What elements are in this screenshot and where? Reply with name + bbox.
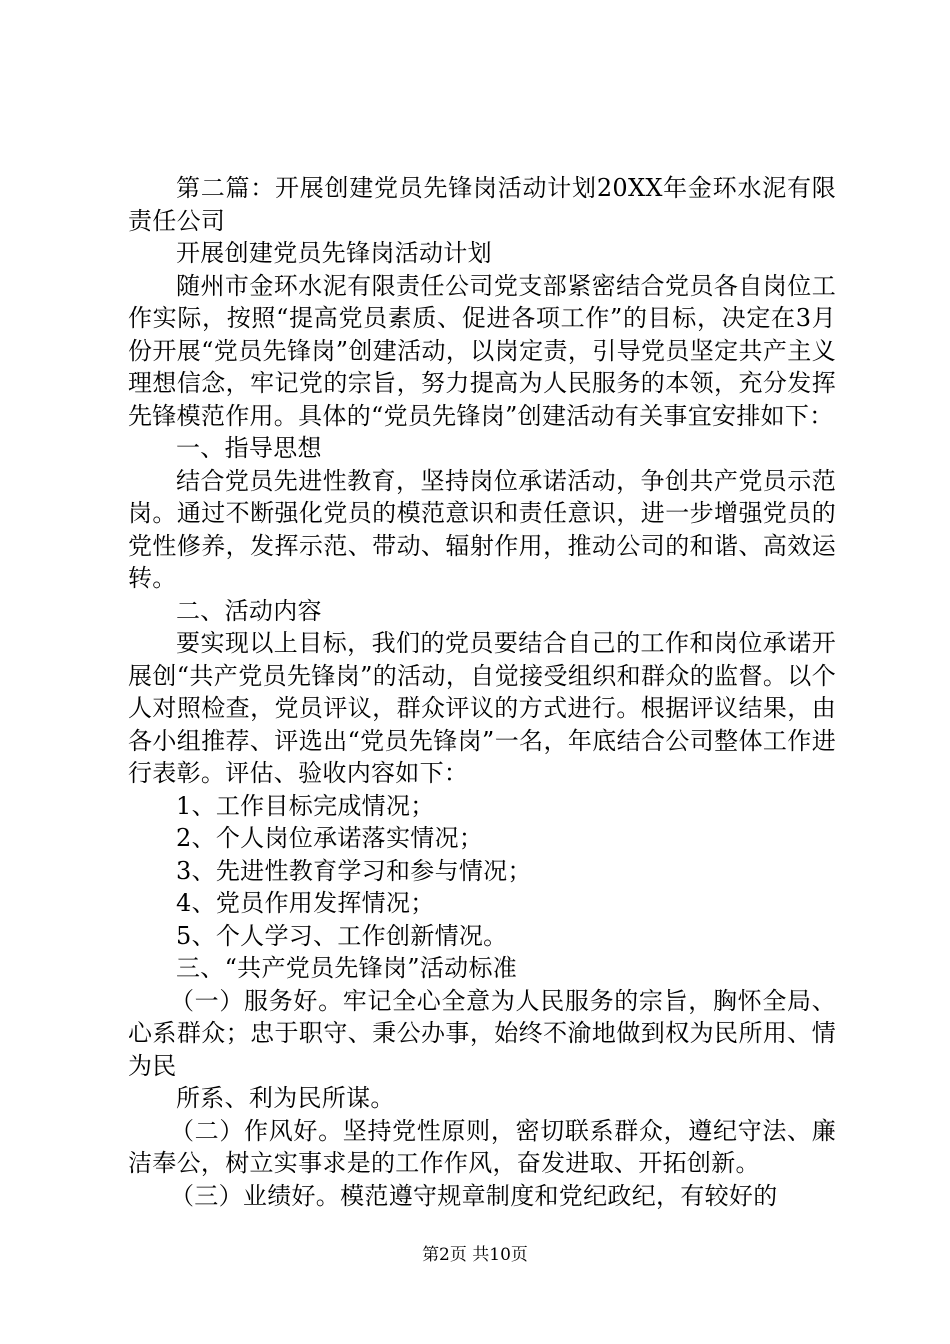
section-title: 第二篇：开展创建党员先锋岗活动计划20XX年金环水泥有限责任公司 — [128, 174, 836, 235]
list-item: 4、党员作用发挥情况； — [176, 889, 435, 917]
page-footer: 第2页 共10页 — [422, 1245, 528, 1265]
list-item: 1、工作目标完成情况； — [176, 791, 435, 820]
intro-paragraph: 随州市金环水泥有限责任公司党支部紧密结合党员各自岗位工作实际，按照“提高党员素质、促进各项工作”的目标，决定在3月份开展“党员先锋岗”创建活动，以岗定责，引导党员坚定共产主义理想信念，牢记党的宗旨，努力提高为人民服务的本领，充分发挥先锋模范作用。具体的“党员先锋岗”创建活动有关事宜安排如下： — [128, 271, 836, 430]
standard-service-continued: 所系、利为民所谋。 — [176, 1084, 395, 1112]
list-item: 5、个人学习、工作创新情况。 — [176, 921, 508, 950]
heading-activity-standard: 三、“共产党员先锋岗”活动标准 — [176, 954, 518, 982]
heading-guiding-thought: 一、指导思想 — [176, 434, 322, 462]
activity-content-paragraph: 要实现以上目标，我们的党员要结合自己的工作和岗位承诺开展创“共产党员先锋岗”的活动，自觉接受组织和群众的监督。以个人对照检查，党员评议，群众评议的方式进行。根据评议结果，由各小组推荐、评选出“党员先锋岗”一名，年底结合公司整体工作进行表彰。评估、验收内容如下： — [128, 629, 836, 787]
standard-service: （一）服务好。牢记全心全意为人民服务的宗旨，胸怀全局、心系群众；忠于职守、秉公办事，始终不渝地做到权为民所用、情为民 — [128, 986, 836, 1080]
document-body — [128, 172, 836, 1212]
guiding-thought-paragraph: 结合党员先进性教育，坚持岗位承诺活动，争创共产党员示范岗。通过不断强化党员的模范意识和责任意识，进一步增强党员的党性修养，发挥示范、带动、辐射作用，推动公司的和谐、高效运转。 — [128, 466, 836, 592]
list-item: 2、个人岗位承诺落实情况； — [176, 824, 484, 852]
list-item: 3、先进性教育学习和参与情况； — [176, 856, 532, 885]
plan-title: 开展创建党员先锋岗活动计划 — [176, 239, 492, 267]
standard-style: （二）作风好。坚持党性原则，密切联系群众，遵纪守法、廉洁奉公，树立实事求是的工作作风，奋发进取、开拓创新。 — [128, 1116, 836, 1177]
heading-activity-content: 二、活动内容 — [176, 596, 322, 625]
standard-performance: （三）业绩好。模范遵守规章制度和党纪政纪，有较好的 — [170, 1181, 778, 1210]
